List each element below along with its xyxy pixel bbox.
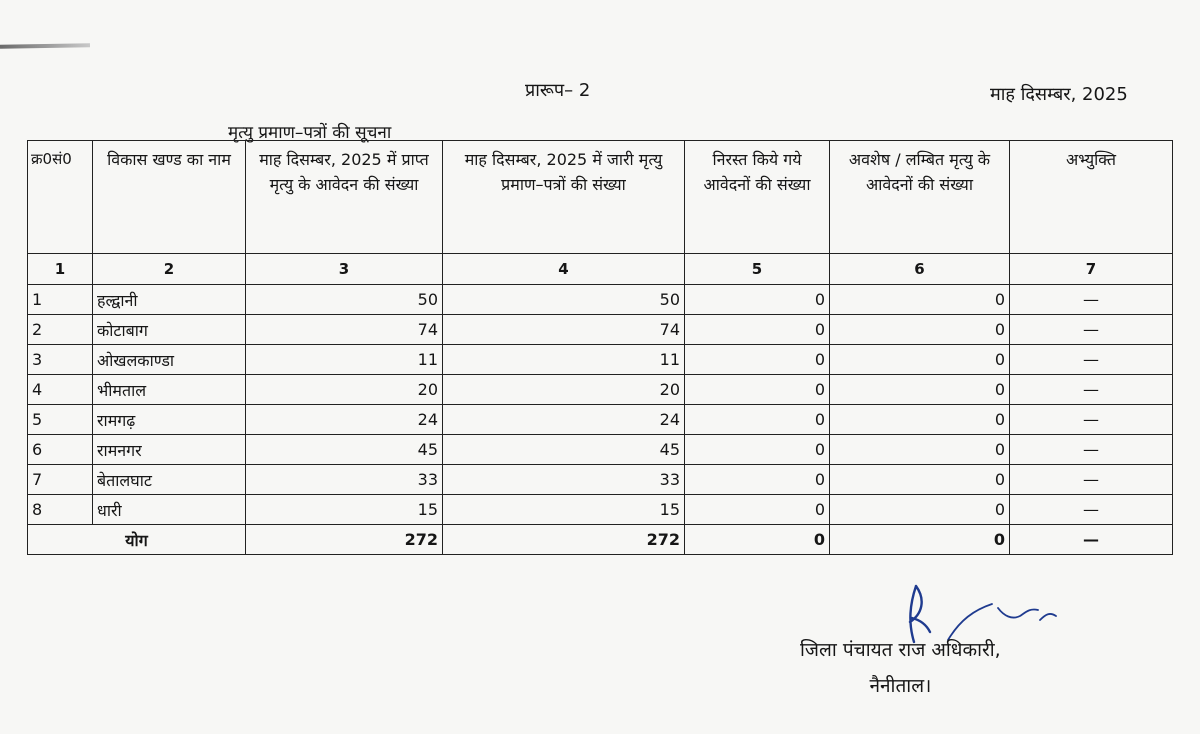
remark-cell: — (1010, 285, 1173, 315)
serial-cell: 5 (28, 405, 93, 435)
column-number: 2 (93, 254, 246, 285)
issued-cell: 45 (443, 435, 685, 465)
remark-cell: — (1010, 375, 1173, 405)
header-issued: माह दिसम्बर, 2025 में जारी मृत्यु प्रमाण–पत्रों की संख्या (443, 141, 685, 254)
received-cell: 50 (246, 285, 443, 315)
issued-cell: 74 (443, 315, 685, 345)
total-rejected: 0 (685, 525, 830, 555)
remark-cell: — (1010, 345, 1173, 375)
block-name-cell: भीमताल (93, 375, 246, 405)
pending-cell: 0 (830, 405, 1010, 435)
report-table (27, 140, 1173, 555)
block-name-cell: बेतालघाट (93, 465, 246, 495)
block-name-cell: ओखलकाण्डा (93, 345, 246, 375)
column-number: 1 (28, 254, 93, 285)
header-serial: क्र0सं0 (28, 141, 93, 254)
issued-cell: 33 (443, 465, 685, 495)
rejected-cell: 0 (685, 345, 830, 375)
remark-cell: — (1010, 495, 1173, 525)
pending-cell: 0 (830, 375, 1010, 405)
block-name-cell: कोटाबाग (93, 315, 246, 345)
issued-cell: 24 (443, 405, 685, 435)
rejected-cell: 0 (685, 315, 830, 345)
column-number: 6 (830, 254, 1010, 285)
serial-cell: 8 (28, 495, 93, 525)
rejected-cell: 0 (685, 405, 830, 435)
received-cell: 45 (246, 435, 443, 465)
serial-cell: 3 (28, 345, 93, 375)
remark-cell: — (1010, 465, 1173, 495)
table-row (28, 345, 1173, 375)
header-block-name: विकास खण्ड का नाम (93, 141, 246, 254)
rejected-cell: 0 (685, 495, 830, 525)
total-received: 272 (246, 525, 443, 555)
signatory-place: नैनीताल। (869, 675, 932, 697)
pending-cell: 0 (830, 465, 1010, 495)
table-row (28, 375, 1173, 405)
month-label: माह दिसम्बर, 2025 (990, 84, 1128, 105)
block-name-cell: हल्द्वानी (93, 285, 246, 315)
total-issued: 272 (443, 525, 685, 555)
total-remark: — (1010, 525, 1173, 555)
form-label: प्रारूप– 2 (525, 80, 591, 101)
total-pending: 0 (830, 525, 1010, 555)
rejected-cell: 0 (685, 375, 830, 405)
block-name-cell: रामनगर (93, 435, 246, 465)
column-number: 7 (1010, 254, 1173, 285)
received-cell: 11 (246, 345, 443, 375)
table-row (28, 405, 1173, 435)
block-name-cell: धारी (93, 495, 246, 525)
total-row (28, 525, 1173, 555)
column-number: 4 (443, 254, 685, 285)
header-received: माह दिसम्बर, 2025 में प्राप्त मृत्यु के आवेदन की संख्या (246, 141, 443, 254)
table-row (28, 315, 1173, 345)
table-row (28, 285, 1173, 315)
header-row (28, 141, 1173, 254)
header-remark: अभ्युक्ति (1010, 141, 1173, 254)
issued-cell: 15 (443, 495, 685, 525)
received-cell: 33 (246, 465, 443, 495)
issued-cell: 50 (443, 285, 685, 315)
header-rejected: निरस्त किये गये आवेदनों की संख्या (685, 141, 830, 254)
remark-cell: — (1010, 405, 1173, 435)
rejected-cell: 0 (685, 465, 830, 495)
remark-cell: — (1010, 315, 1173, 345)
serial-cell: 2 (28, 315, 93, 345)
remark-cell: — (1010, 435, 1173, 465)
serial-cell: 7 (28, 465, 93, 495)
table-title: मृत्यु प्रमाण–पत्रों की सूचना (228, 123, 392, 143)
received-cell: 20 (246, 375, 443, 405)
column-number: 5 (685, 254, 830, 285)
serial-cell: 6 (28, 435, 93, 465)
pending-cell: 0 (830, 495, 1010, 525)
pending-cell: 0 (830, 345, 1010, 375)
serial-cell: 4 (28, 375, 93, 405)
received-cell: 15 (246, 495, 443, 525)
received-cell: 74 (246, 315, 443, 345)
pending-cell: 0 (830, 285, 1010, 315)
pending-cell: 0 (830, 435, 1010, 465)
column-number-row (28, 254, 1173, 285)
received-cell: 24 (246, 405, 443, 435)
table-row (28, 435, 1173, 465)
pending-cell: 0 (830, 315, 1010, 345)
total-label: योग (28, 525, 246, 555)
signature-block (800, 632, 1001, 704)
rejected-cell: 0 (685, 435, 830, 465)
signatory-designation: जिला पंचायत राज अधिकारी, (800, 639, 1001, 661)
table-row (28, 465, 1173, 495)
issued-cell: 11 (443, 345, 685, 375)
rejected-cell: 0 (685, 285, 830, 315)
scan-edge-mark (0, 43, 90, 49)
table-row (28, 495, 1173, 525)
column-number: 3 (246, 254, 443, 285)
issued-cell: 20 (443, 375, 685, 405)
serial-cell: 1 (28, 285, 93, 315)
header-pending: अवशेष / लम्बित मृत्यु के आवेदनों की संख्या (830, 141, 1010, 254)
block-name-cell: रामगढ़ (93, 405, 246, 435)
